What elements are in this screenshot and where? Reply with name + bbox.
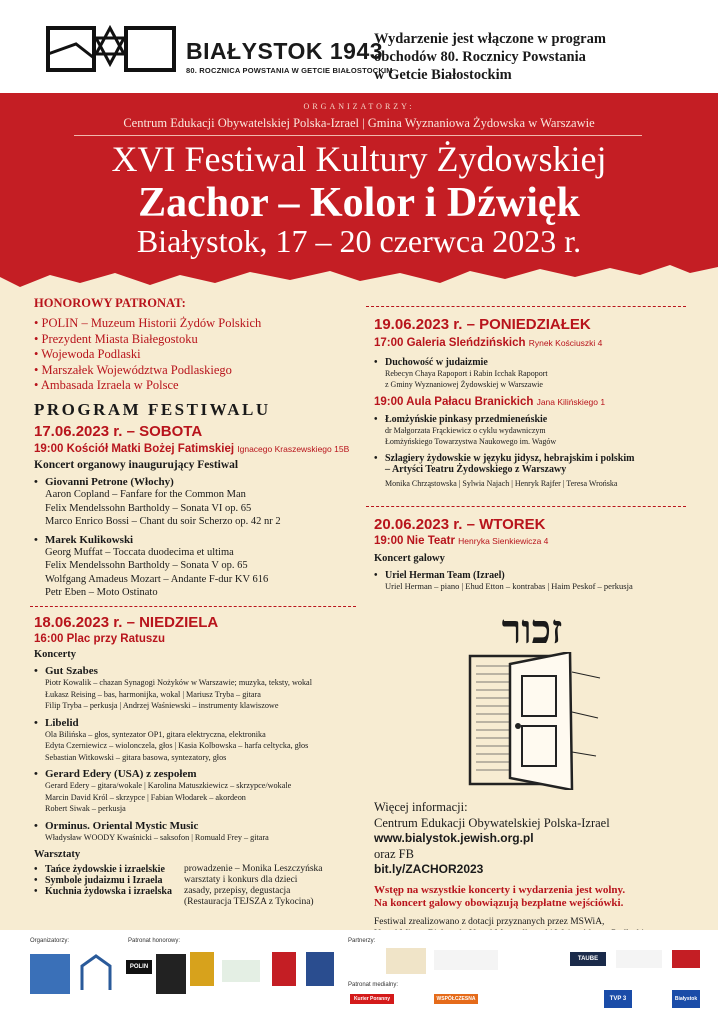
day2-venue: 16:00 Plac przy Ratuszu [34, 633, 166, 645]
website-link[interactable]: www.bialystok.jewish.org.pl [374, 831, 534, 845]
event-line: Łomżyńskiego Towarzystwa Naukowego im. Wagów [385, 437, 557, 446]
event-name: • Łomżyńskie pinkasy przedmieneńskie [374, 414, 699, 425]
tvp-logo: TVP 3 [604, 990, 632, 1008]
artist-name: • Libelid [34, 717, 364, 729]
festival-dates: Białystok, 17 – 20 czerwca 2023 r. [136, 223, 582, 259]
lineup-line: Uriel Herman – piano | Ehud Etton – kontrabas | Haim Peskof – perkusja [385, 581, 633, 591]
radio-logo: Białystok [672, 990, 700, 1008]
lineup-line: Łukasz Reising – bas, harmonijka, wokal | Mariusz Tryba – gitara [45, 689, 261, 699]
partner-logo-icon [672, 950, 700, 968]
media-logo-icon [520, 994, 564, 1004]
organizer-logo-icon [30, 954, 70, 994]
workshop-extra: (Restauracja TEJSZA z Tykocina) [184, 897, 314, 907]
event-name: • Duchowość w judaizmie [374, 357, 699, 368]
honorary-footer-label: Patronat honorowy: [128, 938, 181, 944]
lineup-line: Ola Bilińska – głos, syntezator OP1, gitara elektryczna, elektronika [45, 729, 266, 739]
day1-concert: Koncert organowy inaugurujący Festiwal [34, 459, 239, 471]
ministry-logo-icon [434, 950, 498, 970]
crest-icon [272, 952, 296, 986]
workshop-name: • Kuchnia żydowska i izraelska [34, 886, 184, 897]
notice-line: Na koncert galowy obowiązują bezpłatne wejściówki. [374, 896, 624, 909]
list-item: • Ambasada Izraela w Polsce [34, 378, 354, 394]
workshop-name: • Symbole judaizmu i Izraela [34, 875, 184, 886]
lineup-line: Piotr Kowalik – chazan Synagogi Nożyków w Warszawie; muzyka, teksty, wokal [45, 678, 312, 687]
lineup-line: Robert Siwak – perkusja [45, 804, 126, 813]
lineup-line: Gerard Edery – gitara/wokale | Karolina Matuszkiewicz – skrzypce/wokale [45, 781, 292, 790]
patronage-list [34, 316, 354, 394]
partner-logo-icon [386, 948, 426, 974]
note-line: obchodów 80. Rocznicy Powstania [374, 49, 586, 65]
bialystok-1943-logo-icon [46, 24, 176, 74]
program-day2 [34, 614, 364, 907]
repertoire-line: Georg Muffat – Toccata duodecima et ultima [45, 546, 234, 558]
lineup-line: Sebastian Witkowski – gitara basowa, syntezatory, głos [45, 752, 227, 762]
day4-date: 20.06.2023 r. – WTOREK [374, 516, 546, 533]
lineup-line: Władysław WOODY Kwaśnicki – saksofon | Romuald Frey – gitara [45, 832, 269, 842]
organizers-footer-label: Organizatorzy: [30, 938, 70, 944]
hebrew-zachor: זכור [501, 606, 563, 653]
israel-emblem-icon [306, 952, 334, 986]
program-title: PROGRAM FESTIWALU [34, 400, 271, 419]
list-item: • Wojewoda Podlaski [34, 347, 354, 363]
wojewodztwo-logo-icon [222, 960, 260, 982]
patronage-title: HONOROWY PATRONAT: [34, 296, 186, 310]
artist-name: • Gut Szabes [34, 665, 364, 677]
workshop-row [34, 886, 364, 897]
program-day3 [374, 316, 699, 490]
partner-logo-icon [506, 952, 564, 968]
day2-date: 18.06.2023 r. – NIEDZIELA [34, 614, 219, 631]
media-footer-label: Patronat medialny: [348, 982, 399, 988]
dashed-divider [30, 606, 356, 607]
top-header [0, 0, 718, 93]
artist-name: • Orminus. Oriental Mystic Music [34, 820, 364, 832]
note-line: w Getcie Białostockim [374, 67, 512, 83]
day1-date: 17.06.2023 r. – SOBOTA [34, 423, 203, 440]
repertoire-line: Marco Enrico Bossi – Chant du soir Scherzo op. 42 nr 2 [45, 516, 281, 527]
day4-venue: 19:00 Nie Teatr Henryka Sienkiewicza 4 [374, 535, 549, 547]
organizers-names: Centrum Edukacji Obywatelskiej Polska-Izrael | Gmina Wyznaniowa Żydowska w Warszawie [123, 116, 595, 130]
dashed-divider [366, 306, 686, 307]
list-item: • POLIN – Muzeum Historii Żydów Polskich [34, 316, 354, 332]
workshop-row [34, 864, 364, 875]
museum-logo-icon [156, 954, 186, 994]
lineup-line: Filip Tryba – perkusja | Andrzej Waśniewski – instrumenty klawiszowe [45, 701, 279, 710]
info-line: Centrum Edukacji Obywatelskiej Polska-Izrael [374, 815, 610, 830]
festival-title: XVI Festiwal Kultury Żydowskiej [111, 139, 607, 179]
program-day4 [374, 516, 699, 593]
day3-venue1: 17:00 Galeria Sleńdzińskich Rynek Kościuszki 4 [374, 337, 603, 349]
workshop-desc: prowadzenie – Monika Leszczyńska [184, 864, 323, 874]
list-item: • Prezydent Miasta Białegostoku [34, 332, 354, 348]
partner-logo-icon [350, 952, 376, 970]
logo-subtitle: 80. ROCZNICA POWSTANIA W GETCIE BIAŁOSTOCKIM [186, 66, 393, 75]
repertoire-line: Felix Mendelssohn Bartholdy – Sonata V op. 65 [45, 560, 248, 571]
funding-line: Festiwal zrealizowano z dotacji przyznanych przez MSWiA, [374, 916, 605, 927]
wspolczesna-logo: WSPÓŁCZESNA [434, 994, 478, 1004]
dashed-divider [366, 506, 686, 507]
repertoire-line: Wolfgang Amadeus Mozart – Andante F-dur KV 616 [45, 573, 269, 585]
workshops-label: Warsztaty [34, 849, 81, 860]
workshop-name: • Tańce żydowskie i izraelskie [34, 864, 184, 875]
event-line: Monika Chrząstowska | Sylwia Najach | Henryk Rajfer | Teresa Wrońska [385, 479, 618, 488]
notice-line: Wstęp na wszystkie koncerty i wydarzenia jest wolny. [374, 883, 626, 896]
event-name: • Szlagiery żydowskie w języku jidysz, hebrajskim i polskim [374, 453, 699, 464]
day3-date: 19.06.2023 r. – PONIEDZIAŁEK [374, 316, 591, 333]
anniversary-note [374, 30, 704, 84]
more-info [374, 800, 704, 940]
artist-name: • Giovanni Petrone (Włochy) [34, 476, 364, 488]
organizers-label: ORGANIZATORZY: [303, 102, 415, 111]
workshop-row [34, 875, 364, 886]
partners-footer-label: Partnerzy: [348, 938, 376, 944]
divider [74, 135, 642, 136]
concerts-label: Koncerty [34, 649, 76, 660]
day3-venue2: 19:00 Aula Pałacu Branickich Jana Kilińskiego 1 [374, 396, 606, 408]
polin-logo: POLIN [126, 960, 152, 974]
patronage-section [34, 296, 354, 394]
event-line: dr Małgorzata Frąckiewicz o cyklu wydawniczym [385, 426, 546, 435]
event-line: Rebecyn Chaya Rapoport i Rabin Icchak Rapoport [385, 369, 548, 378]
taube-logo: TAUBE [570, 952, 606, 966]
short-link[interactable]: bit.ly/ZACHOR2023 [374, 862, 484, 876]
repertoire-line: Aaron Copland – Fanfare for the Common Man [45, 489, 246, 500]
bialystok-crest-icon [190, 952, 214, 986]
event-line: z Gminy Wyznaniowej Żydowskiej w Warszawie [385, 380, 543, 389]
artist-name: • Uriel Herman Team (Izrael) [374, 570, 699, 581]
logo-title: BIAŁYSTOK 1943 [186, 38, 384, 64]
partner-logo-icon [616, 950, 662, 968]
sponsors-footer [0, 930, 718, 1024]
info-line: Więcej informacji: [374, 800, 468, 814]
note-line: Wydarzenie jest włączone w program [374, 31, 606, 47]
festival-subtitle: Zachor – Kolor i Dźwięk [138, 180, 580, 226]
info-line: oraz FB [374, 846, 414, 861]
day1-venue: 19:00 Kościół Matki Bożej Fatimskiej Ignacego Kraszewskiego 15B [34, 443, 350, 455]
kurier-logo: Kurier Poranny [350, 994, 394, 1004]
lineup-line: Edyta Czerniewicz – wiolonczela, głos | Kasia Kolbowska – harfa celtycka, głos [45, 741, 309, 750]
gwz-logo-icon [78, 952, 114, 992]
artist-name: • Marek Kulikowski [34, 534, 364, 546]
lineup-line: Marcin David Król – skrzypce | Fabian Włodarek – akordeon [45, 792, 246, 802]
day4-concert: Koncert galowy [374, 553, 445, 564]
repertoire-line: Petr Eben – Moto Ostinato [45, 587, 158, 598]
repertoire-line: Felix Mendelssohn Bartholdy – Sonata VI op. 65 [45, 502, 252, 514]
list-item: • Marszałek Województwa Podlaskiego [34, 363, 354, 379]
workshop-desc: zasady, przepisy, degustacja [184, 886, 291, 896]
entry-notice [374, 884, 704, 910]
program-day1 [34, 400, 364, 600]
artist-name: • Gerard Edery (USA) z zespołem [34, 768, 364, 780]
door-illustration-icon [460, 652, 610, 790]
workshop-desc: warsztaty i konkurs dla dzieci [184, 875, 298, 885]
event-subtitle: – Artyści Teatru Żydowskiego z Warszawy [385, 464, 567, 475]
